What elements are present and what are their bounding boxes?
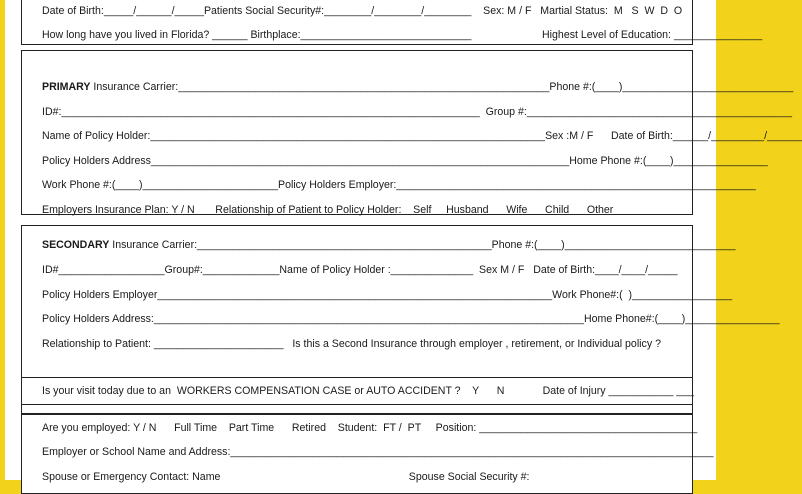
primary-id-group-line: ID#:_______________________________________________________________________ Group #:_____________________________________________ bbox=[42, 106, 792, 118]
secondary-carrier-text: Insurance Carrier:__________________________________________________Phone #:(____)_____________________________ bbox=[109, 239, 736, 251]
primary-heading: PRIMARY bbox=[42, 81, 91, 93]
secondary-id-group-line: ID#__________________Group#:_____________Name of Policy Holder :______________ Sex M / F Date of Birth:____/____/_____ bbox=[42, 264, 678, 276]
visit-section bbox=[21, 377, 693, 405]
employment-line: Are you employed: Y / N Full Time Part Time Retired Student: FT / PT Position: _____________________________________ bbox=[42, 422, 698, 434]
secondary-carrier-line bbox=[42, 239, 736, 251]
primary-carrier-line bbox=[42, 81, 793, 93]
secondary-heading: SECONDARY bbox=[42, 239, 110, 251]
florida-birthplace-line: How long have you lived in Florida? ______ Birthplace:_____________________________ Highest Level of Education: _______________ bbox=[42, 29, 763, 41]
primary-address-line: Policy Holders Address_______________________________________________________________________Home Phone #:(____)________________ bbox=[42, 155, 768, 167]
secondary-employer-line: Policy Holders Employer___________________________________________________________________Work Phone#:( )_________________ bbox=[42, 289, 733, 301]
insurance-section bbox=[21, 50, 802, 414]
primary-insurance-box bbox=[21, 50, 802, 216]
dob-ssn-line: Date of Birth:_____/______/_____Patients Social Security#:________/________/________ Sex: M / F Martial Status: M S W D O bbox=[42, 5, 683, 17]
secondary-relationship-line: Relationship to Patient: ______________________ Is this a Second Insurance through employer , retirement, or Individual policy ? bbox=[42, 338, 661, 350]
primary-plan-line: Employers Insurance Plan: Y / N Relationship of Patient to Policy Holder: Self Husband Wife Child Other bbox=[42, 204, 614, 216]
primary-holder-line: Name of Policy Holder:___________________________________________________________________Sex :M / F Date of Birth:______/_________/______ bbox=[42, 130, 802, 142]
employment-section bbox=[21, 414, 714, 494]
primary-work-line: Work Phone #:(____)_______________________Policy Holders Employer:_____________________________________________________________ bbox=[42, 179, 756, 191]
form-sheet bbox=[5, 0, 802, 483]
visit-line: Is your visit today due to an WORKERS COMPENSATION CASE or AUTO ACCIDENT ? Y N Date of Injury ___________ ___ bbox=[42, 385, 694, 397]
primary-carrier-text: Insurance Carrier:_______________________________________________________________Phone #:(____)_____________________________ bbox=[90, 81, 794, 93]
spouse-contact-line: Spouse or Emergency Contact: Name Spouse Social Security #: bbox=[42, 471, 530, 483]
patient-section bbox=[21, 0, 763, 45]
secondary-address-line: Policy Holders Address:_________________________________________________________________________Home Phone#:(____)________________ bbox=[42, 313, 780, 325]
employer-school-line: Employer or School Name and Address:__________________________________________________________________________________ bbox=[42, 446, 714, 458]
